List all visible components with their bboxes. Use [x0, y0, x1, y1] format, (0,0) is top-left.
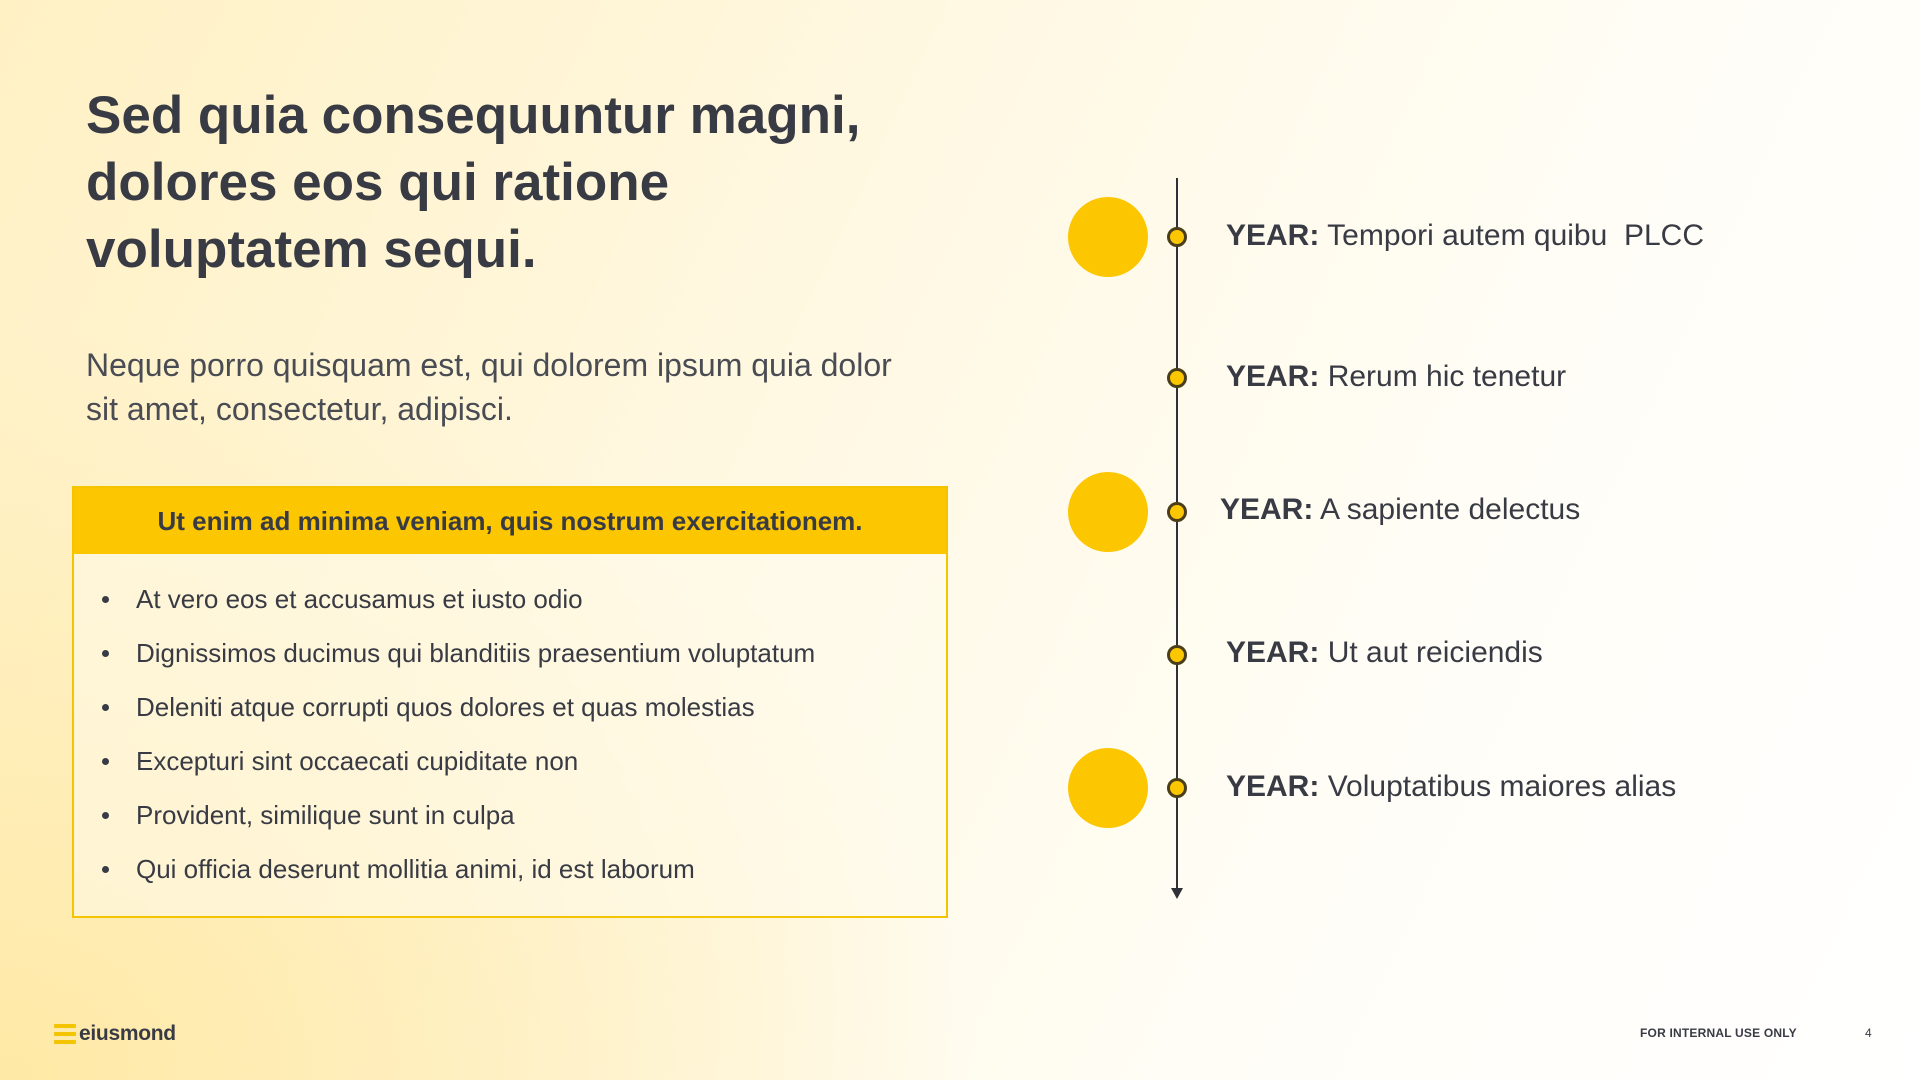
timeline-item-1	[1226, 218, 1704, 254]
timeline-item-key: YEAR:	[1226, 360, 1320, 393]
timeline-item-text: Rerum hic tenetur	[1327, 360, 1567, 393]
bullet-icon	[102, 650, 109, 657]
logo-stripes-icon	[54, 1023, 76, 1045]
page-number: 4	[1865, 1026, 1872, 1040]
timeline-item-text: Voluptatibus maiores alias	[1327, 770, 1677, 803]
timeline-item-key: YEAR:	[1226, 219, 1320, 252]
timeline-item-2	[1226, 359, 1566, 395]
list-item	[102, 572, 946, 626]
timeline-circle-icon	[1068, 748, 1148, 828]
list-item-text: Dignissimos ducimus qui blanditiis praesentium voluptatum	[136, 637, 816, 668]
bullet-icon	[102, 596, 109, 603]
bullet-icon	[102, 866, 109, 873]
timeline-item-3	[1220, 492, 1580, 528]
list-item-text: Deleniti atque corrupti quos dolores et quas molestias	[136, 691, 755, 722]
timeline-item-text: Tempori autem quibu PLCC	[1327, 219, 1704, 252]
timeline-item-text: Ut aut reiciendis	[1327, 636, 1543, 669]
slide-title: Sed quia consequuntur magni, dolores eos qui ratione voluptatem sequi.	[86, 86, 861, 279]
timeline-item-5	[1226, 769, 1676, 805]
list-item	[102, 842, 946, 896]
timeline-item-key: YEAR:	[1226, 770, 1320, 803]
timeline-item-key: YEAR:	[1226, 636, 1320, 669]
callout-box	[72, 486, 948, 918]
list-item	[102, 788, 946, 842]
timeline-item-4	[1226, 635, 1543, 671]
arrow-down-icon	[1171, 888, 1183, 899]
brand-name: eiusmond	[79, 1022, 176, 1045]
list-item-text: Provident, similique sunt in culpa	[136, 799, 515, 830]
bullet-icon	[102, 704, 109, 711]
timeline-circle-icon	[1068, 472, 1148, 552]
bullet-icon	[102, 758, 109, 765]
brand-logo	[54, 1022, 176, 1046]
timeline-item-key: YEAR:	[1220, 493, 1314, 526]
timeline-node-icon	[1167, 502, 1187, 522]
list-item-text: Qui officia deserunt mollitia animi, id est laborum	[136, 853, 695, 884]
bullet-icon	[102, 812, 109, 819]
list-item-text: Excepturi sint occaecati cupiditate non	[136, 745, 579, 776]
callout-list	[74, 554, 946, 896]
timeline-node-icon	[1167, 645, 1187, 665]
list-item	[102, 626, 946, 680]
timeline-node-icon	[1167, 227, 1187, 247]
timeline-node-icon	[1167, 778, 1187, 798]
timeline-item-text: A sapiente delectus	[1320, 493, 1581, 526]
list-item	[102, 680, 946, 734]
footer-note: FOR INTERNAL USE ONLY	[1640, 1026, 1797, 1040]
callout-header: Ut enim ad minima veniam, quis nostrum exercitationem.	[74, 488, 946, 554]
list-item-text: At vero eos et accusamus et iusto odio	[136, 583, 583, 614]
timeline-circle-icon	[1068, 197, 1148, 277]
list-item	[102, 734, 946, 788]
timeline-node-icon	[1167, 368, 1187, 388]
slide-subtitle: Neque porro quisquam est, qui dolorem ipsum quia dolor sit amet, consectetur, adipisci.	[86, 347, 892, 427]
